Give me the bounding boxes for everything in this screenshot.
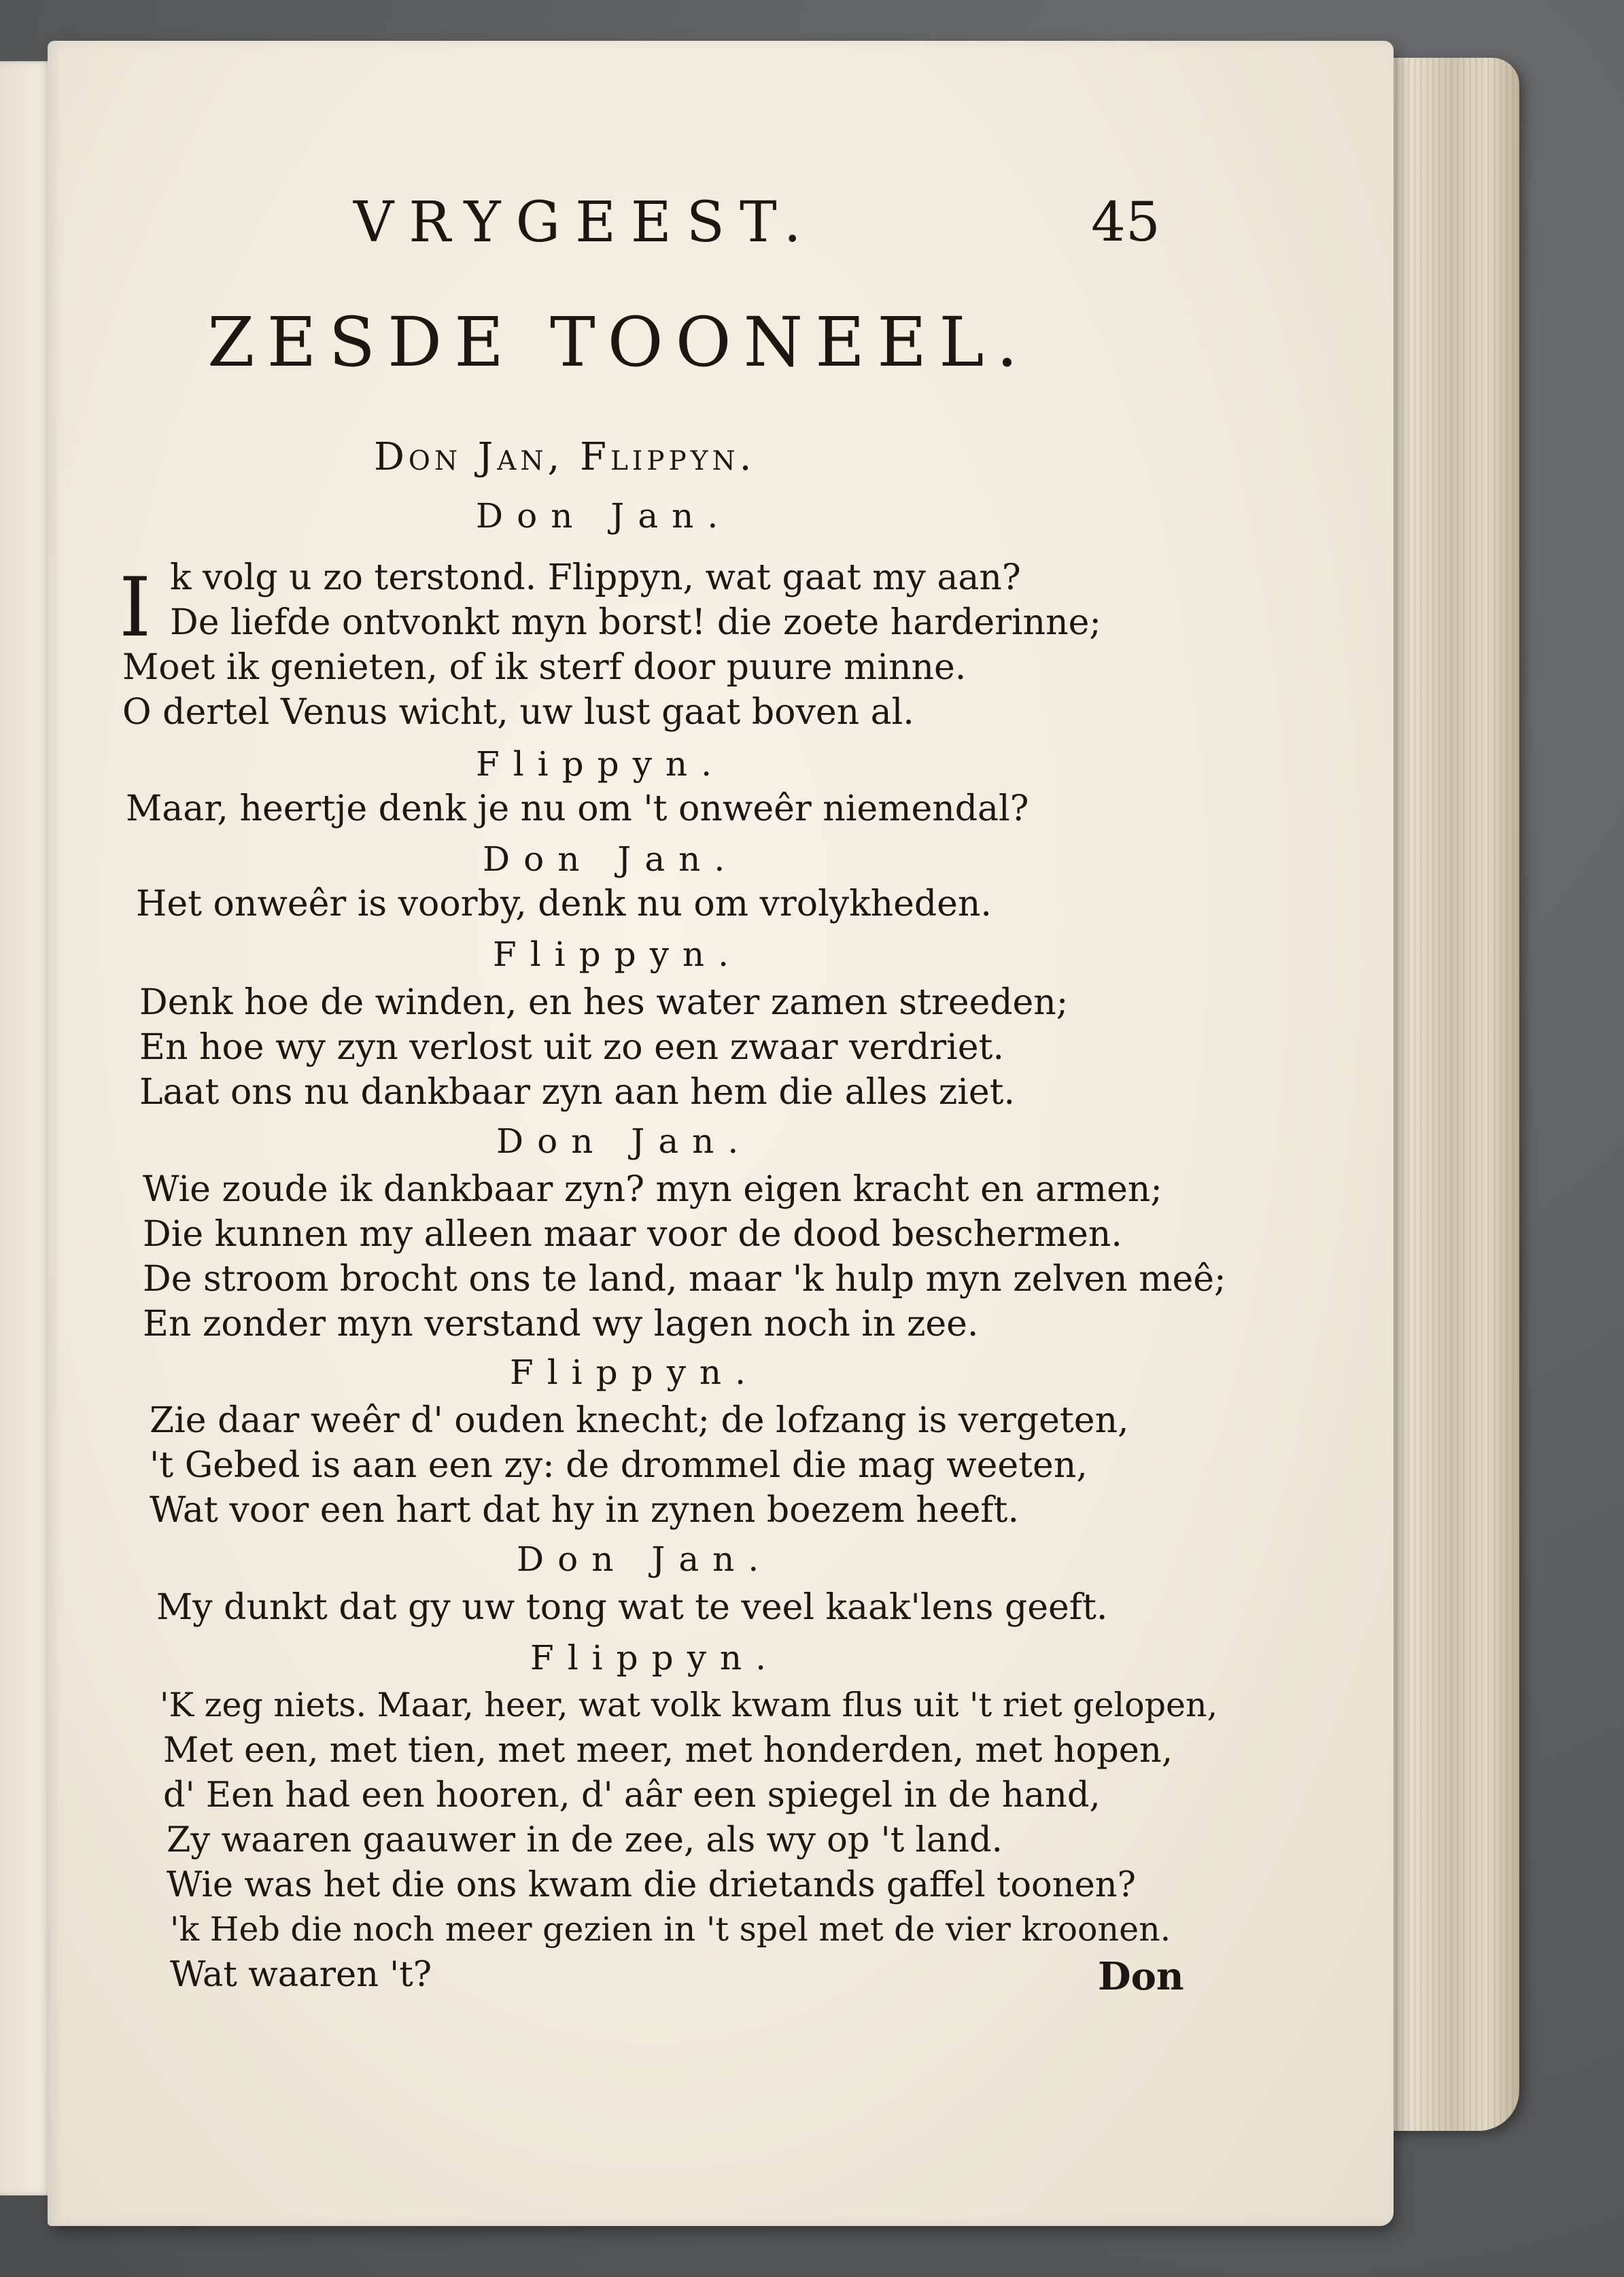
- speaker-label: Flippyn.: [530, 1638, 780, 1678]
- verse-line: 't Gebed is aan een zy: de drommel die mag weeten,: [150, 1445, 1088, 1486]
- verse-line: Moet ik genieten, of ik sterf door puure minne.: [122, 647, 967, 688]
- speaker-label: Don Jan.: [517, 1540, 773, 1579]
- verse-line: Laat ons nu dankbaar zyn aan hem die alles ziet.: [139, 1072, 1016, 1113]
- verse-line: Denk hoe de winden, en hes water zamen streeden;: [139, 982, 1069, 1023]
- running-title: VRYGEEST.: [353, 190, 816, 255]
- verse-line: Die kunnen my alleen maar voor de dood beschermen.: [143, 1214, 1122, 1255]
- book-page: [48, 41, 1394, 2226]
- speaker-label: Flippyn.: [493, 935, 743, 974]
- page-number: 45: [1091, 190, 1160, 254]
- speaker-label: Don Jan.: [476, 496, 732, 536]
- verse-line: d' Een had een hooren, d' aâr een spiegel in de hand,: [163, 1775, 1101, 1815]
- verse-line: O dertel Venus wicht, uw lust gaat boven al.: [122, 692, 914, 733]
- verse-line: Zie daar weêr d' ouden knecht; de lofzang is vergeten,: [150, 1400, 1129, 1441]
- verse-line: En zonder myn verstand wy lagen noch in zee.: [143, 1304, 979, 1344]
- verse-line: En hoe wy zyn verlost uit zo een zwaar verdriet.: [139, 1027, 1004, 1068]
- verse-line: 'K zeg niets. Maar, heer, wat volk kwam flus uit 't riet gelopen,: [160, 1686, 1218, 1724]
- drop-cap: I: [119, 561, 152, 655]
- verse-line: Wat voor een hart dat hy in zynen boezem heeft.: [150, 1490, 1019, 1531]
- speaker-label: Flippyn.: [476, 744, 726, 784]
- verse-line: Het onweêr is voorby, denk nu om vrolykheden.: [136, 884, 992, 924]
- verse-line: Wie zoude ik dankbaar zyn? myn eigen kracht en armen;: [143, 1169, 1162, 1210]
- speaker-label: Don Jan.: [496, 1122, 753, 1161]
- verse-line: Maar, heertje denk je nu om 't onweêr niemendal?: [126, 788, 1029, 829]
- scene-title: ZESDE TOONEEL.: [207, 302, 1031, 382]
- verse-line: My dunkt dat gy uw tong wat te veel kaak'lens geeft.: [156, 1587, 1108, 1628]
- verse-line: 'k Heb die noch meer gezien in 't spel met de vier kroonen.: [170, 1910, 1171, 1949]
- verse-line: De liefde ontvonkt myn borst! die zoete harderinne;: [170, 602, 1101, 643]
- verse-line: Wat waaren 't?: [170, 1955, 432, 1995]
- speaker-label: Don Jan.: [483, 839, 739, 879]
- speaker-label: Flippyn.: [510, 1353, 760, 1392]
- verse-line: Wie was het die ons kwam die drietands gaffel toonen?: [167, 1865, 1136, 1905]
- verse-line: k volg u zo terstond. Flippyn, wat gaat my aan?: [170, 557, 1021, 598]
- dramatis-personae: Don Jan, Flippyn.: [374, 435, 756, 479]
- verse-line: De stroom brocht ons te land, maar 'k hulp myn zelven meê;: [143, 1259, 1226, 1300]
- verse-line: Met een, met tien, met meer, met honderden, met hopen,: [163, 1731, 1173, 1771]
- verse-line: Zy waaren gaauwer in de zee, als wy op 't land.: [167, 1820, 1003, 1860]
- catchword: Don: [1098, 1954, 1184, 1999]
